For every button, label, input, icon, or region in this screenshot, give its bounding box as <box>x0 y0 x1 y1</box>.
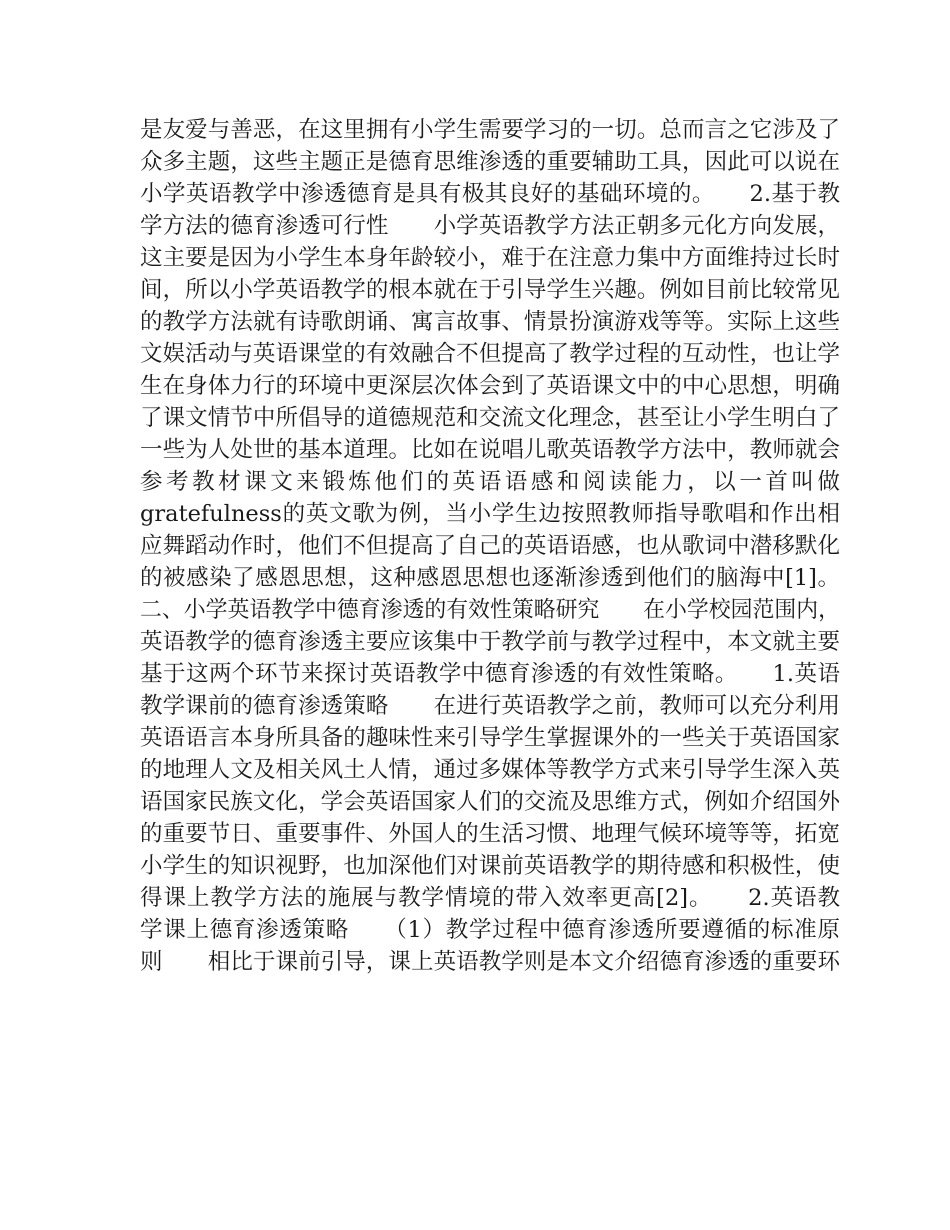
text-line: 英语语言本身所具备的趣味性来引导学生掌握课外的一些关于英语国家 <box>140 725 840 751</box>
text-line: 一些为人处世的基本道理。比如在说唱儿歌英语教学方法中，教师就会 <box>140 437 840 463</box>
text-line: 的重要节日、重要事件、外国人的生活习惯、地理气候环境等等，拓宽 <box>140 821 840 847</box>
text-line: 参考教材课文来锻炼他们的英语语感和阅读能力，以一首叫做 <box>140 469 840 495</box>
text-line: 众多主题，这些主题正是德育思维渗透的重要辅助工具，因此可以说在 <box>140 149 840 175</box>
text-line: 的教学方法就有诗歌朗诵、寓言故事、情景扮演游戏等等。实际上这些 <box>140 309 840 335</box>
text-line: 二、小学英语教学中德育渗透的有效性策略研究 在小学校园范围内， <box>140 597 841 623</box>
text-line: 是友爱与善恶，在这里拥有小学生需要学习的一切。总而言之它涉及了 <box>140 117 840 143</box>
text-line: 学课上德育渗透策略 （1）教学过程中德育渗透所要遵循的标准原 <box>140 917 840 943</box>
text-line: 的被感染了感恩思想，这种感恩思想也逐渐渗透到他们的脑海中[1]。 <box>140 565 840 591</box>
text-line: 教学课前的德育渗透策略 在进行英语教学之前，教师可以充分利用 <box>140 693 840 719</box>
text-line: 的地理人文及相关风土人情，通过多媒体等教学方式来引导学生深入英 <box>140 757 840 783</box>
text-line: 这主要是因为小学生本身年龄较小，难于在注意力集中方面维持过长时 <box>140 245 840 271</box>
text-line: 小学生的知识视野，也加深他们对课前英语教学的期待感和积极性，使 <box>140 853 840 879</box>
text-line: 间，所以小学英语教学的根本就在于引导学生兴趣。例如目前比较常见 <box>140 277 840 303</box>
text-line: 英语教学的德育渗透主要应该集中于教学前与教学过程中，本文就主要 <box>140 629 840 655</box>
text-line: 得课上教学方法的施展与教学情境的带入效率更高[2]。 2.英语教 <box>140 885 840 911</box>
text-line: 生在身体力行的环境中更深层次体会到了英语课文中的中心思想，明确 <box>140 373 840 399</box>
body-text <box>140 114 840 978</box>
text-line: 了课文情节中所倡导的道德规范和交流文化理念，甚至让小学生明白了 <box>140 405 840 431</box>
text-line: 基于这两个环节来探讨英语教学中德育渗透的有效性策略。 1.英语 <box>140 661 840 687</box>
text-line: 文娱活动与英语课堂的有效融合不但提高了教学过程的互动性，也让学 <box>140 341 840 367</box>
text-line: gratefulness的英文歌为例，当小学生边按照教师指导歌唱和作出相 <box>140 501 840 527</box>
text-line: 小学英语教学中渗透德育是具有极其良好的基础环境的。 2.基于教 <box>140 181 840 207</box>
text-line: 则 相比于课前引导，课上英语教学则是本文介绍德育渗透的重要环 <box>140 949 840 975</box>
text-line: 应舞蹈动作时，他们不但提高了自己的英语语感，也从歌词中潜移默化 <box>140 533 840 559</box>
text-line: 语国家民族文化，学会英语国家人们的交流及思维方式，例如介绍国外 <box>140 789 840 815</box>
text-line: 学方法的德育渗透可行性 小学英语教学方法正朝多元化方向发展， <box>140 213 840 239</box>
